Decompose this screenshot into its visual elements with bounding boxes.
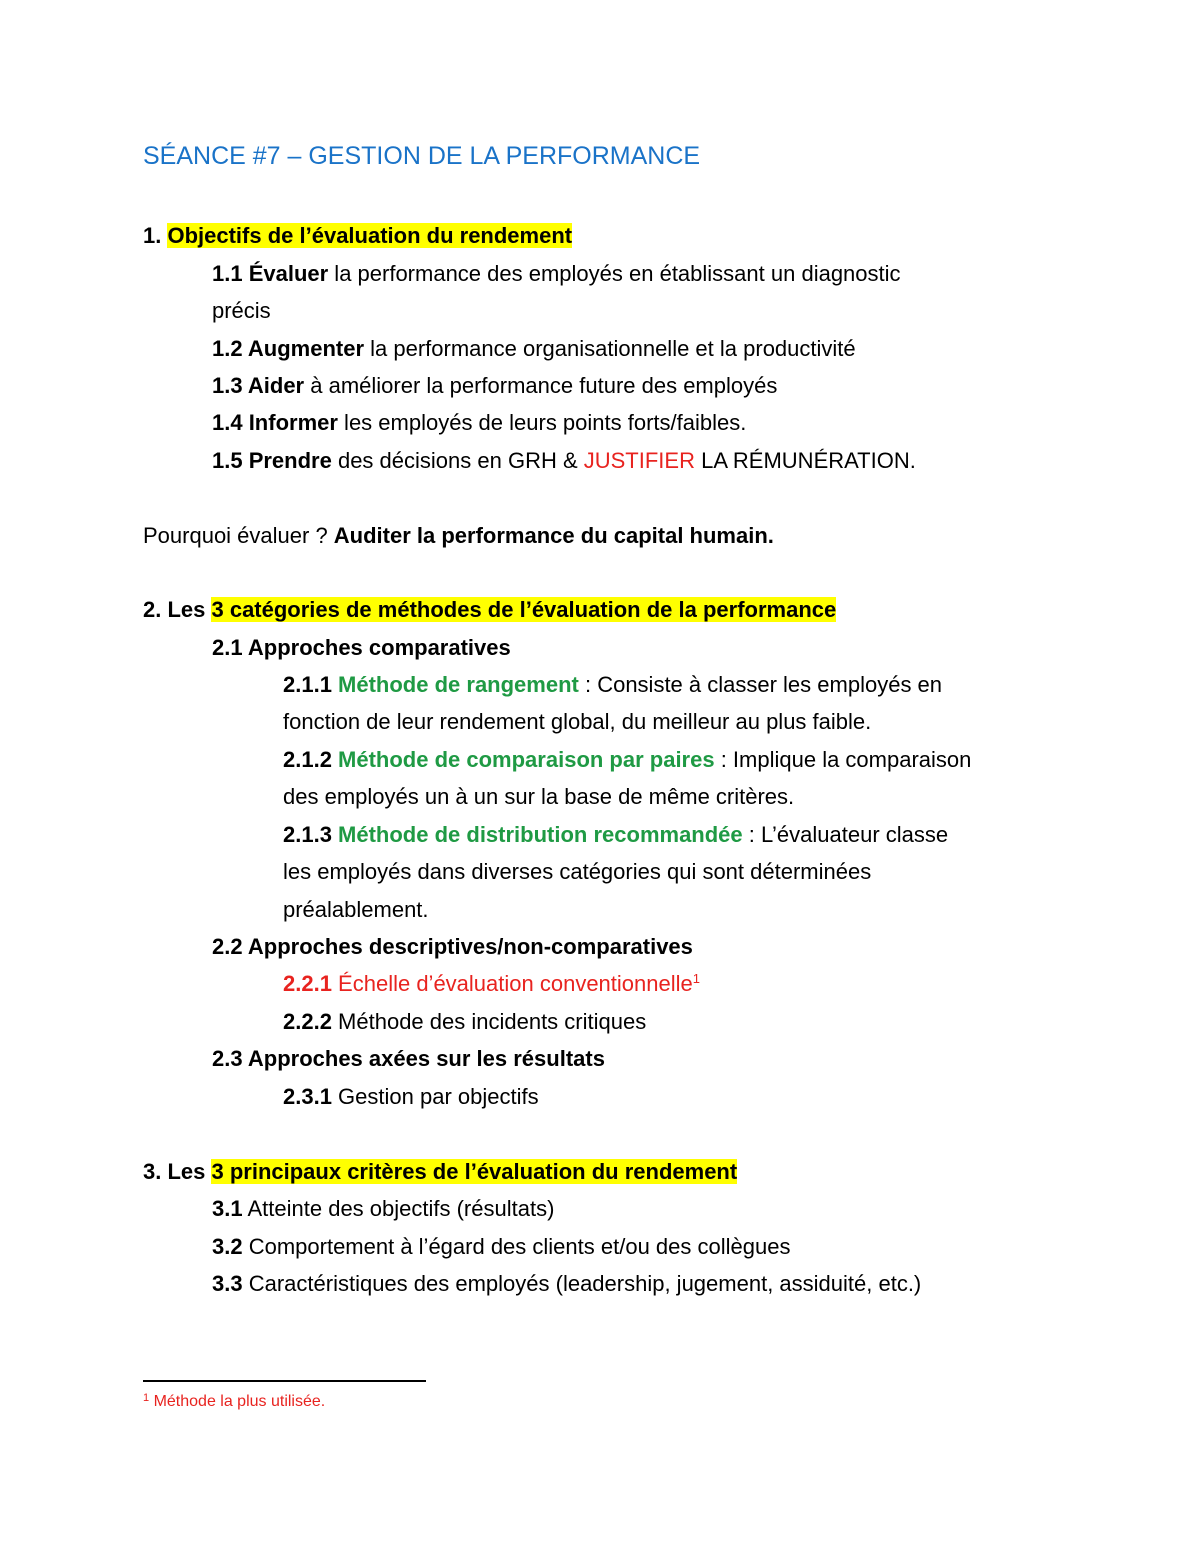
- objective-tail: LA RÉMUNÉRATION.: [694, 448, 916, 473]
- method-number: 2.1.1: [283, 672, 339, 697]
- method-2-1-2: [283, 745, 971, 775]
- method-2-1-3-cont: les employés dans diverses catégories qui sont déterminées: [283, 859, 872, 884]
- subsection-2-2: 2.2 Approches descriptives/non-comparatives: [212, 934, 693, 959]
- subsection-2-1: 2.1 Approches comparatives: [212, 635, 511, 660]
- criterion-text: Caractéristiques des employés (leadership, jugement, assiduité, etc.): [242, 1271, 922, 1296]
- method-number: 2.3.1: [283, 1084, 339, 1109]
- footnote-reference[interactable]: 1: [692, 971, 700, 986]
- criterion-3-2: [212, 1232, 790, 1262]
- objective-lead: 1.1 Évaluer: [212, 261, 329, 286]
- criterion-3-3: [212, 1269, 921, 1299]
- section-1-title: Objectifs de l’évaluation du rendement: [167, 223, 573, 248]
- method-number: 2.1.2: [283, 747, 339, 772]
- method-description: : Implique la comparaison: [714, 747, 972, 772]
- footnote-text: Méthode la plus utilisée.: [149, 1393, 326, 1410]
- section-1-number: 1.: [143, 223, 168, 248]
- method-description: : L’évaluateur classe: [742, 822, 949, 847]
- section-3-heading: [143, 1157, 737, 1187]
- criterion-text: Atteinte des objectifs (résultats): [242, 1196, 555, 1221]
- method-number: 2.2.2: [283, 1009, 339, 1034]
- footnote-mark: 1: [143, 1392, 150, 1404]
- objective-text: des décisions en GRH &: [331, 448, 584, 473]
- method-2-3-1: [283, 1082, 539, 1112]
- criterion-text: Comportement à l’égard des clients et/ou des collègues: [242, 1234, 791, 1259]
- criterion-number: 3.3: [212, 1271, 243, 1296]
- method-2-2-2: [283, 1007, 646, 1037]
- objective-lead: 1.4 Informer: [212, 410, 338, 435]
- section-3-number: 3. Les: [143, 1159, 212, 1184]
- why-evaluate: [143, 521, 774, 551]
- why-answer: Auditer la performance du capital humain.: [333, 523, 774, 548]
- method-2-1-3: [283, 820, 948, 850]
- objective-text: la performance organisationnelle et la productivité: [364, 336, 856, 361]
- method-2-1-1: [283, 670, 942, 700]
- objective-1-3: [212, 371, 777, 401]
- subsection-2-3: 2.3 Approches axées sur les résultats: [212, 1046, 605, 1071]
- method-number: 2.2.1: [283, 971, 339, 996]
- method-name: Méthode de distribution recommandée: [338, 822, 743, 847]
- method-2-1-2-cont: des employés un à un sur la base de même critères.: [283, 784, 795, 809]
- section-1-heading: [143, 221, 572, 251]
- objective-text: les employés de leurs points forts/faibles.: [337, 410, 747, 435]
- footnote-divider: [143, 1380, 426, 1382]
- method-name: Échelle d’évaluation conventionnelle: [338, 971, 693, 996]
- objective-1-5: [212, 446, 916, 476]
- page-title: SÉANCE #7 – GESTION DE LA PERFORMANCE: [143, 142, 701, 170]
- objective-lead: 1.5 Prendre: [212, 448, 332, 473]
- justify-emphasis: JUSTIFIER: [583, 448, 695, 473]
- method-2-1-3-cont2: préalablement.: [283, 897, 429, 922]
- objective-lead: 1.3 Aider: [212, 373, 305, 398]
- section-3-title: 3 principaux critères de l’évaluation du rendement: [211, 1159, 738, 1184]
- objective-text: à améliorer la performance future des employés: [304, 373, 778, 398]
- method-description: : Consiste à classer les employés en: [578, 672, 943, 697]
- objective-1-4: [212, 408, 746, 438]
- objective-1-1: [212, 259, 901, 289]
- method-2-1-1-cont: fonction de leur rendement global, du meilleur au plus faible.: [283, 709, 872, 734]
- why-question: Pourquoi évaluer ?: [143, 523, 334, 548]
- method-number: 2.1.3: [283, 822, 339, 847]
- criterion-number: 3.2: [212, 1234, 243, 1259]
- objective-1-2: [212, 334, 856, 364]
- method-name: Méthode de rangement: [338, 672, 579, 697]
- method-name: Gestion par objectifs: [338, 1084, 539, 1109]
- objective-text: la performance des employés en établissant un diagnostic: [328, 261, 901, 286]
- section-2-title: 3 catégories de méthodes de l’évaluation de la performance: [211, 597, 837, 622]
- method-name: Méthode de comparaison par paires: [338, 747, 715, 772]
- method-2-2-1: [283, 969, 700, 999]
- criterion-3-1: [212, 1194, 554, 1224]
- criterion-number: 3.1: [212, 1196, 243, 1221]
- objective-1-1-cont: précis: [212, 298, 271, 323]
- footnote: [143, 1391, 325, 1413]
- section-2-number: 2. Les: [143, 597, 212, 622]
- section-2-heading: [143, 595, 836, 625]
- method-name: Méthode des incidents critiques: [338, 1009, 647, 1034]
- objective-lead: 1.2 Augmenter: [212, 336, 365, 361]
